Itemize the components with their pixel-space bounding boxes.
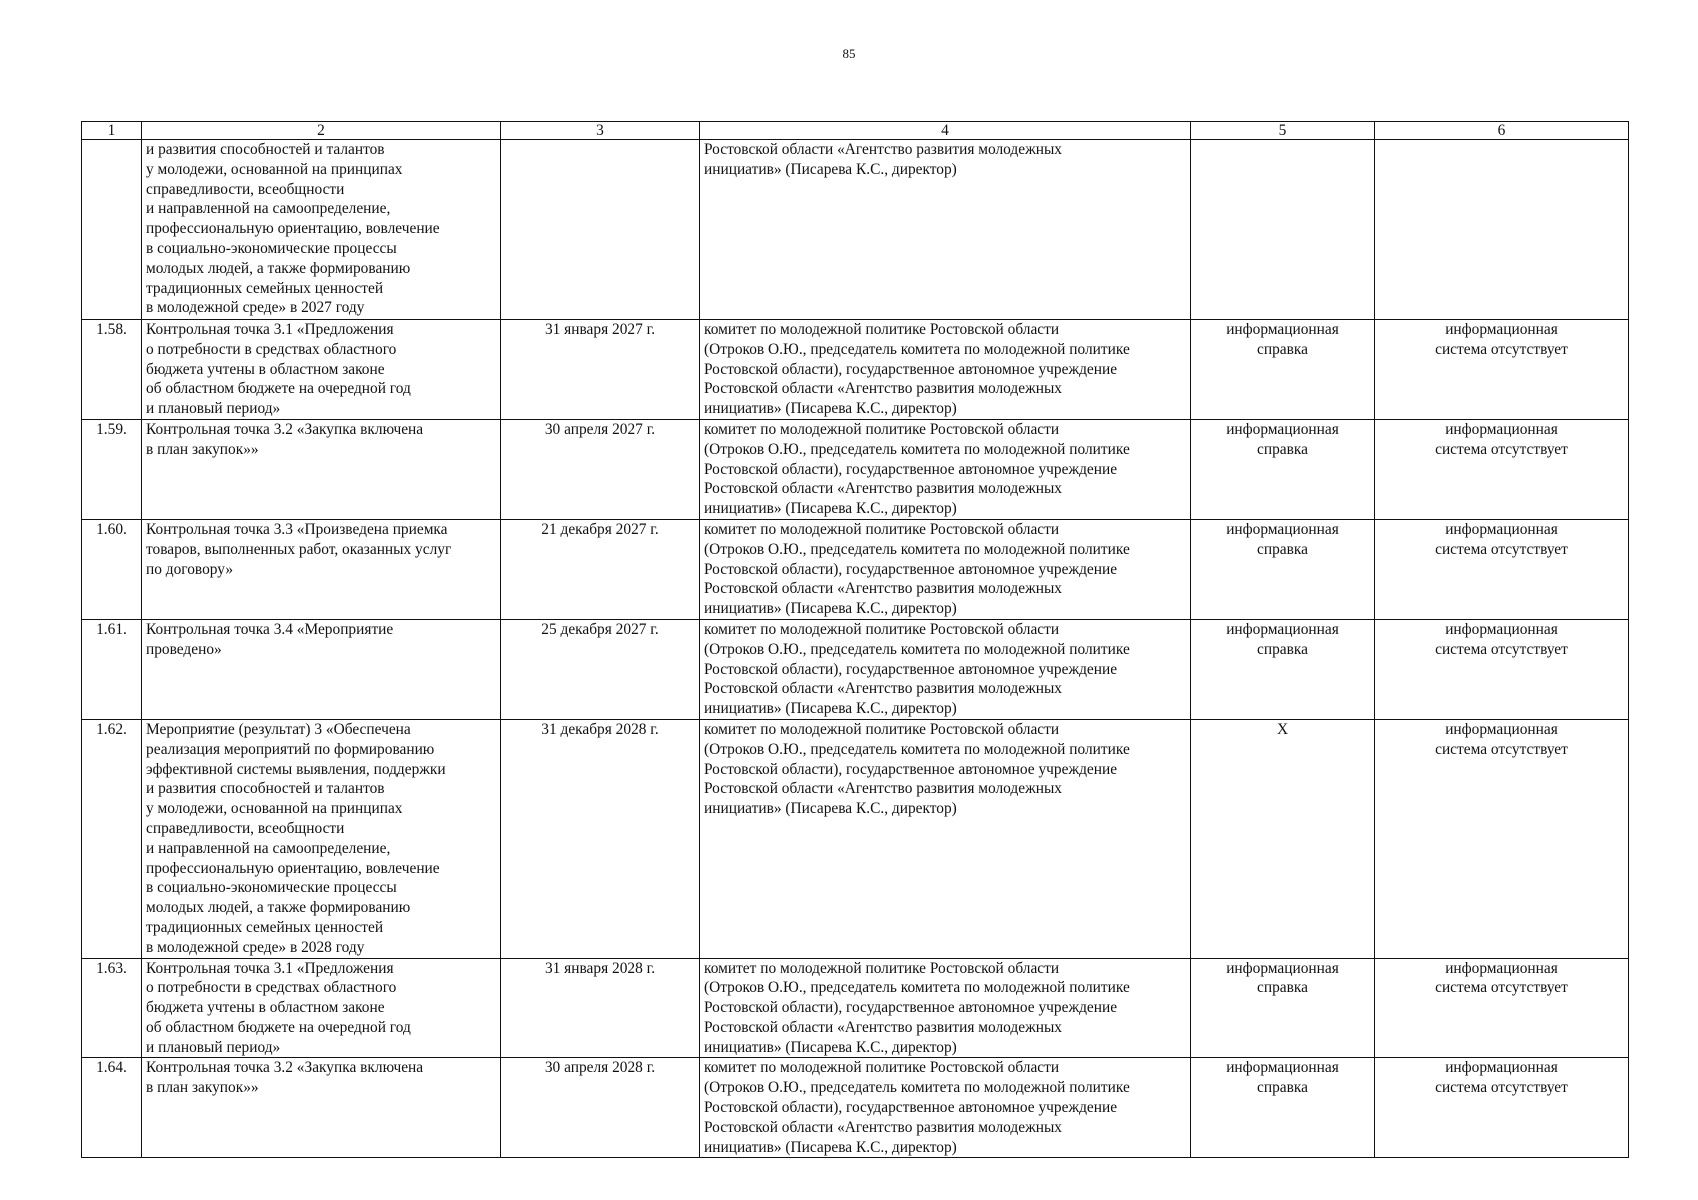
row-document — [1191, 140, 1375, 320]
row-name: Контрольная точка 3.3 «Произведена приемка товаров, выполненных работ, оказанных услуг по договору» — [142, 519, 501, 619]
row-document: информационная справка — [1191, 1058, 1375, 1158]
control-points-table — [81, 121, 1629, 1158]
row-responsible: комитет по молодежной политике Ростовской области (Отроков О.Ю., председатель комитета по молодежной политике Ростовской области), государственное автономное учреждение Ростовской области «Агентство развития молодежных инициатив» (Писарева К.С., директор) — [700, 419, 1191, 519]
row-number: 1.64. — [82, 1058, 142, 1158]
row-name: и развития способностей и талантов у молодежи, основанной на принципах справедливости, всеобщности и направленной на самоопределение, профессиональную ориентацию, вовлечение в социально-экономические процессы молодых людей, а также формированию традиционных семейных ценностей в молодежной среде» в 2027 году — [142, 140, 501, 320]
row-number: 1.60. — [82, 519, 142, 619]
row-date: 30 апреля 2027 г. — [501, 419, 700, 519]
row-system: информационная система отсутствует — [1375, 320, 1629, 420]
row-name: Контрольная точка 3.1 «Предложения о потребности в средствах областного бюджета учтены в областном законе об областном бюджете на очередной год и плановый период» — [142, 320, 501, 420]
row-system: информационная система отсутствует — [1375, 1058, 1629, 1158]
row-name: Мероприятие (результат) 3 «Обеспечена реализация мероприятий по формированию эффективной системы выявления, поддержки и развития способностей и талантов у молодежи, основанной на принципах справедливости, всеобщности и направленной на самоопределение, профессиональную ориентацию, вовлечение в социально-экономические процессы молодых людей, а также формированию традиционных семейных ценностей в молодежной среде» в 2028 году — [142, 719, 501, 958]
row-date: 31 декабря 2028 г. — [501, 719, 700, 958]
row-document: информационная справка — [1191, 419, 1375, 519]
column-header-3: 3 — [501, 122, 700, 140]
row-date: 31 января 2027 г. — [501, 320, 700, 420]
table-header-row — [82, 122, 1629, 140]
row-number: 1.61. — [82, 619, 142, 719]
row-system — [1375, 140, 1629, 320]
row-responsible: комитет по молодежной политике Ростовской области (Отроков О.Ю., председатель комитета по молодежной политике Ростовской области), государственное автономное учреждение Ростовской области «Агентство развития молодежных инициатив» (Писарева К.С., директор) — [700, 519, 1191, 619]
row-name: Контрольная точка 3.2 «Закупка включена в план закупок»» — [142, 1058, 501, 1158]
row-document: информационная справка — [1191, 320, 1375, 420]
row-responsible: комитет по молодежной политике Ростовской области (Отроков О.Ю., председатель комитета по молодежной политике Ростовской области), государственное автономное учреждение Ростовской области «Агентство развития молодежных инициатив» (Писарева К.С., директор) — [700, 719, 1191, 958]
table-row — [82, 619, 1629, 719]
row-responsible: комитет по молодежной политике Ростовской области (Отроков О.Ю., председатель комитета по молодежной политике Ростовской области), государственное автономное учреждение Ростовской области «Агентство развития молодежных инициатив» (Писарева К.С., директор) — [700, 320, 1191, 420]
row-number: 1.58. — [82, 320, 142, 420]
row-date: 30 апреля 2028 г. — [501, 1058, 700, 1158]
column-header-5: 5 — [1191, 122, 1375, 140]
row-number: 1.59. — [82, 419, 142, 519]
row-responsible: комитет по молодежной политике Ростовской области (Отроков О.Ю., председатель комитета по молодежной политике Ростовской области), государственное автономное учреждение Ростовской области «Агентство развития молодежных инициатив» (Писарева К.С., директор) — [700, 619, 1191, 719]
table-row — [82, 958, 1629, 1058]
table-row — [82, 320, 1629, 420]
row-system: информационная система отсутствует — [1375, 619, 1629, 719]
row-document: информационная справка — [1191, 958, 1375, 1058]
table-row — [82, 140, 1629, 320]
row-responsible: комитет по молодежной политике Ростовской области (Отроков О.Ю., председатель комитета по молодежной политике Ростовской области), государственное автономное учреждение Ростовской области «Агентство развития молодежных инициатив» (Писарева К.С., директор) — [700, 958, 1191, 1058]
row-system: информационная система отсутствует — [1375, 519, 1629, 619]
row-document: информационная справка — [1191, 519, 1375, 619]
row-number: 1.63. — [82, 958, 142, 1058]
column-header-2: 2 — [142, 122, 501, 140]
table-row — [82, 1058, 1629, 1158]
table-row — [82, 719, 1629, 958]
row-system: информационная система отсутствует — [1375, 419, 1629, 519]
table-row — [82, 419, 1629, 519]
row-name: Контрольная точка 3.2 «Закупка включена в план закупок»» — [142, 419, 501, 519]
row-system: информационная система отсутствует — [1375, 719, 1629, 958]
row-responsible: комитет по молодежной политике Ростовской области (Отроков О.Ю., председатель комитета по молодежной политике Ростовской области), государственное автономное учреждение Ростовской области «Агентство развития молодежных инициатив» (Писарева К.С., директор) — [700, 1058, 1191, 1158]
row-number — [82, 140, 142, 320]
row-document: Х — [1191, 719, 1375, 958]
row-date — [501, 140, 700, 320]
row-name: Контрольная точка 3.4 «Мероприятие проведено» — [142, 619, 501, 719]
column-header-1: 1 — [82, 122, 142, 140]
row-date: 31 января 2028 г. — [501, 958, 700, 1058]
row-responsible: Ростовской области «Агентство развития молодежных инициатив» (Писарева К.С., директор) — [700, 140, 1191, 320]
row-name: Контрольная точка 3.1 «Предложения о потребности в средствах областного бюджета учтены в областном законе об областном бюджете на очередной год и плановый период» — [142, 958, 501, 1058]
row-date: 21 декабря 2027 г. — [501, 519, 700, 619]
column-header-4: 4 — [700, 122, 1191, 140]
row-date: 25 декабря 2027 г. — [501, 619, 700, 719]
row-system: информационная система отсутствует — [1375, 958, 1629, 1058]
column-header-6: 6 — [1375, 122, 1629, 140]
row-document: информационная справка — [1191, 619, 1375, 719]
row-number: 1.62. — [82, 719, 142, 958]
page-number: 85 — [842, 46, 856, 61]
table-row — [82, 519, 1629, 619]
